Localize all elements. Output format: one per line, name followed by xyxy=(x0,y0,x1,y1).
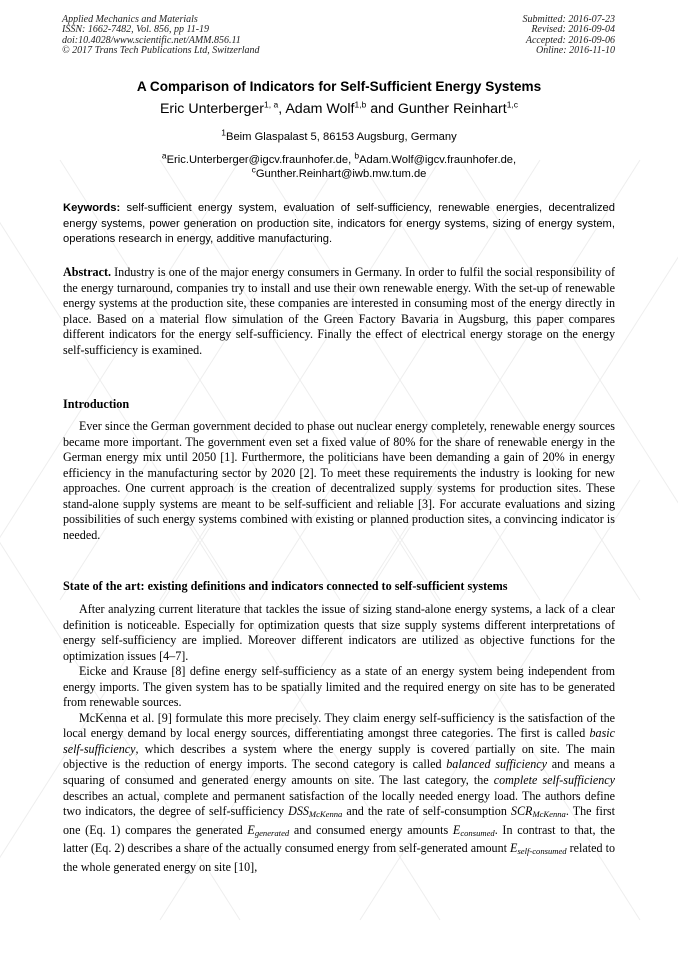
email-link[interactable]: Eric.Unterberger@igcv.fraunhofer.de, xyxy=(166,154,355,166)
journal-doi: doi:10.4028/www.scientific.net/AMM.856.11 xyxy=(62,34,241,46)
paper-title: A Comparison of Indicators for Self-Sufficient Energy Systems xyxy=(136,79,542,94)
author-emails xyxy=(0,150,678,181)
author-affil-mark: 1, a xyxy=(264,99,279,110)
symbol-dss: DSS xyxy=(288,804,309,819)
introduction-section xyxy=(63,419,615,543)
text-run: , which describes a system where the energy supply is covered partially on site. The main objective is the reduction of energy imports. The second category is called xyxy=(63,741,615,772)
symbol-e-generated: E xyxy=(247,822,255,837)
keywords xyxy=(63,201,615,248)
text-run: and the rate of self-consumption xyxy=(342,804,511,819)
symbol-subscript: McKenna xyxy=(308,809,343,820)
publication-dates xyxy=(523,15,616,56)
symbol-subscript: consumed xyxy=(460,827,495,838)
text-run: McKenna et al. [9] formulate this more precisely. They claim energy self-sufficiency is the satisfaction of the local energy demand by local energy sources, differentiating amongst three categories. The first is called xyxy=(63,710,615,741)
paragraph: Ever since the German government decided to phase out nuclear energy completely, renewable energy sources became more important. The government even set a fixed value of 80% for the share of renewable energy in the German energy mix until 2050 [1]. Furthermore, the politicians have been demanding a gain of 20% in energy efficiency in the manufacturing sector by 2020 [2]. To meet these requirements the industry is looking for new approaches. One current approach is the creation of decentralized supply systems for production sites. These stand-alone supply systems are meant to be self-sufficient and reliable [3]. For accurate evaluations and sizing possibilities of such energy systems combined with existing or planned production sites, a convincing indicator is needed. xyxy=(63,419,615,542)
symbol-scr: SCR xyxy=(510,804,533,819)
journal-info xyxy=(62,15,260,56)
text-run: . In contrast to that, the latter (Eq. 2) describes a share of the actually consumed energy from self-generated amount xyxy=(63,822,615,856)
author-list xyxy=(0,101,678,117)
date-accepted: Accepted: 2016-09-06 xyxy=(525,34,615,46)
author-affil-mark: 1,c xyxy=(506,99,519,110)
date-online: Online: 2016-11-10 xyxy=(536,44,615,56)
symbol-subscript: McKenna xyxy=(532,809,566,820)
email-mark: a xyxy=(161,150,167,161)
state-of-art-section xyxy=(63,602,615,875)
email-link[interactable]: Gunther.Reinhart@iwb.mw.tum.de xyxy=(255,168,427,180)
paragraph: Eicke and Krause [8] define energy self-sufficiency as a state of an energy system being independent from energy imports. The given system has to be spatially limited and the required energy on site has to be generated from renewable sources. xyxy=(63,664,615,710)
text-run: related to the whole generated energy on site [10], xyxy=(63,841,616,874)
abstract xyxy=(63,265,615,358)
author-name: Eric Unterberger xyxy=(159,101,265,117)
affiliation xyxy=(0,127,678,143)
text-run: . The first one (Eq. 1) compares the generated xyxy=(63,804,616,837)
text-run: and consumed energy amounts xyxy=(289,822,453,837)
date-submitted: Submitted: 2016-07-23 xyxy=(522,14,615,25)
term-basic-self-sufficiency: basic self-sufficiency xyxy=(63,726,615,756)
section-heading-state-of-art: State of the art: existing definitions and indicators connected to self-sufficient systems xyxy=(63,579,508,593)
affiliation-mark: 1 xyxy=(221,127,226,138)
text-run: describes an actual, complete and permanent satisfaction of the locally needed energy load. The authors define two indicators, the degree of self-sufficiency xyxy=(63,788,615,819)
symbol-subscript: generated xyxy=(254,827,290,838)
term-complete-self-sufficiency: complete self-sufficiency xyxy=(493,773,615,788)
term-balanced-sufficiency: balanced sufficiency xyxy=(446,757,548,772)
symbol-subscript: self-consumed xyxy=(517,846,567,857)
abstract-text: Industry is one of the major energy consumers in Germany. In order to fulfil the social responsibility of the energy turnaround, companies try to install and use their own renewable energy. With the set-up of renewable energy systems at the production site, these companies are interested in consuming most of the energy directly in place. Based on a material flow simulation of the Green Factory Bavaria in Augsburg, this paper compares different indicators for the energy self-sufficiency. Finally the effect of electrical energy storage on the energy self-sufficiency is examined. xyxy=(63,265,615,357)
author-affil-mark: 1,b xyxy=(354,99,367,110)
section-heading-introduction: Introduction xyxy=(63,397,130,411)
paragraph xyxy=(63,711,615,875)
author-separator: , xyxy=(278,101,286,117)
journal-name: Applied Mechanics and Materials xyxy=(62,14,198,25)
email-mark: b xyxy=(354,150,360,161)
date-revised: Revised: 2016-09-04 xyxy=(531,24,615,36)
keywords-text: self-sufficient energy system, evaluation of self-sufficiency, renewable energies, decentralized energy systems, power generation on production site, indicators for energy systems, sizing of energy system, operations research in energy, additive manufacturing. xyxy=(63,202,615,246)
author-name: Adam Wolf xyxy=(285,101,355,117)
keywords-label: Keywords: xyxy=(63,202,121,214)
abstract-label: Abstract. xyxy=(63,265,112,279)
author-separator: and xyxy=(366,101,398,117)
symbol-e-consumed: E xyxy=(452,822,461,837)
symbol-e-self-consumed: E xyxy=(510,841,518,856)
email-mark: c xyxy=(251,164,256,175)
author-name: Gunther Reinhart xyxy=(397,101,507,117)
text-run: and means a squaring of consumed and generated energy amounts on site. The last category, the xyxy=(63,757,616,788)
journal-issn: ISSN: 1662-7482, Vol. 856, pp 11-19 xyxy=(62,24,210,36)
paragraph: After analyzing current literature that tackles the issue of sizing stand-alone energy systems, a lack of a clear definition is noticeable. Especially for optimization quests that size supply systems different interpretations of energy self-sufficiency are implied. Moreover different indicators are utilized as objective functions for the optimization issues [4–7]. xyxy=(63,602,615,663)
journal-copyright: © 2017 Trans Tech Publications Ltd, Switzerland xyxy=(62,44,260,56)
email-link[interactable]: Adam.Wolf@igcv.fraunhofer.de, xyxy=(359,154,517,166)
affiliation-address: Beim Glaspalast 5, 86153 Augsburg, Germany xyxy=(226,131,457,143)
